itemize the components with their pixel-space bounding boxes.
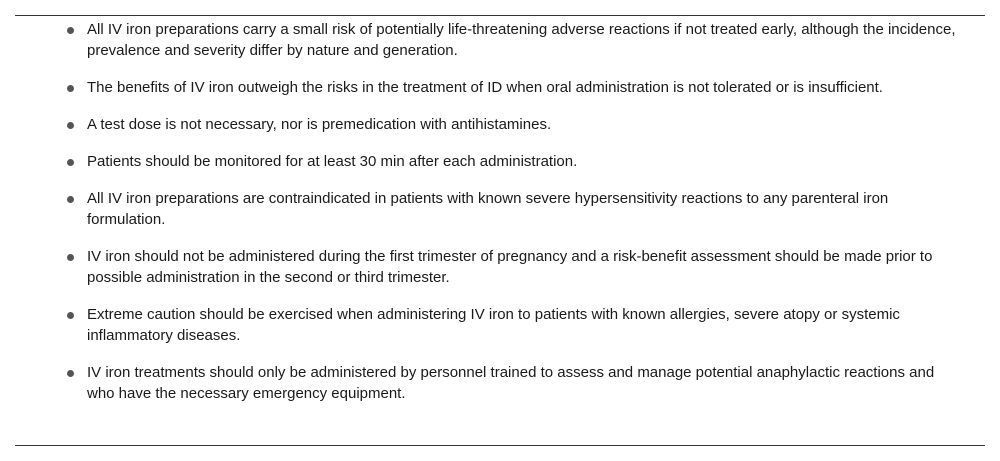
bullet-icon	[67, 85, 74, 92]
list-item	[0, 114, 1000, 135]
list-item-text: IV iron treatments should only be administered by personnel trained to assess and manage potential anaphylactic reactions and who have the necessary emergency equipment.	[87, 364, 935, 402]
list-item-text: IV iron should not be administered during the first trimester of pregnancy and a risk-benefit assessment should be made prior to possible administration in the second or third trimester.	[87, 248, 933, 286]
list-item	[0, 246, 1000, 288]
list-item-text: Extreme caution should be exercised when administering IV iron to patients with known allergies, severe atopy or systemic inflammatory diseases.	[87, 306, 900, 344]
list-item	[0, 151, 1000, 172]
list-item-text: The benefits of IV iron outweigh the risks in the treatment of ID when oral administration is not tolerated or is insufficient.	[87, 79, 883, 96]
bullet-icon	[67, 312, 74, 319]
list-item-text: Patients should be monitored for at least 30 min after each administration.	[87, 153, 578, 170]
top-divider	[15, 15, 985, 16]
list-item-text: A test dose is not necessary, nor is premedication with antihistamines.	[87, 116, 552, 133]
list-item	[0, 19, 1000, 61]
list-item	[0, 188, 1000, 230]
list-item-text: All IV iron preparations carry a small risk of potentially life-threatening adverse reactions if not treated early, although the incidence, prevalence and severity differ by nature and generation.	[87, 21, 956, 59]
bullet-icon	[67, 122, 74, 129]
bullet-icon	[67, 196, 74, 203]
bullet-icon	[67, 254, 74, 261]
list-item	[0, 77, 1000, 98]
bottom-divider	[15, 445, 985, 446]
bullet-icon	[67, 159, 74, 166]
list-item-text: All IV iron preparations are contraindicated in patients with known severe hypersensitivity reactions to any parenteral iron formulation.	[87, 190, 889, 228]
list-item	[0, 304, 1000, 346]
recommendations-list	[0, 19, 1000, 420]
list-item	[0, 362, 1000, 404]
bullet-icon	[67, 370, 74, 377]
bullet-icon	[67, 27, 74, 34]
